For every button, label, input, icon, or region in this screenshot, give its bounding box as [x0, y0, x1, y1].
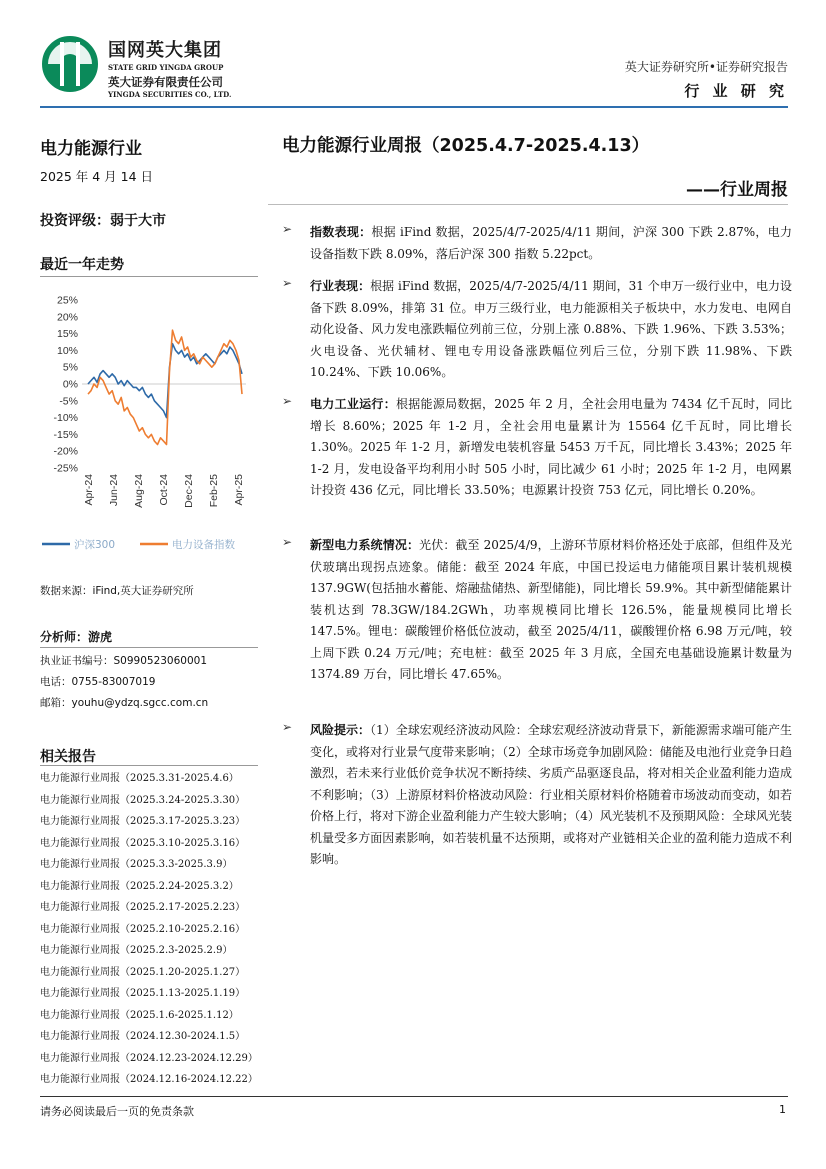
analyst-divider: [40, 647, 258, 648]
y-tick-label: 20%: [56, 311, 78, 324]
related-report-item[interactable]: 电力能源行业周报（2024.12.16-2024.12.22）: [40, 1074, 258, 1085]
report-date: 2025 年 4 月 14 日: [40, 169, 154, 184]
x-tick-label: Oct-24: [158, 474, 170, 506]
y-tick-label: -25%: [53, 462, 78, 475]
y-tick-label: 10%: [56, 344, 78, 357]
y-tick-label: 5%: [62, 361, 78, 374]
legend-label: 沪深300: [74, 539, 116, 551]
trend-chart: [40, 286, 262, 572]
arrow-bullet-icon: ➢: [282, 222, 293, 236]
x-tick-label: Feb-25: [208, 474, 220, 508]
related-report-item[interactable]: 电力能源行业周报（2025.3.10-2025.3.16）: [40, 837, 246, 849]
x-tick-label: Dec-24: [183, 474, 195, 508]
bullet-body: （1）全球宏观经济波动风险：全球宏观经济波动背景下，新能源需求端可能产生变化，或将对行业景气度带来影响；（2）全球市场竞争加剧风险：储能及电池行业竞争日趋激烈，若未来行业低价竞争状况不断持续、劣质产品驱逐良品，将对相关企业盈利能力造成不利影响；（3）上游原材料价格波动风险：行业相关原材料价格随着市场波动而变动，如若价格上行，将对下游企业盈利能力产生较大影响；（4）风光装机不及预期风险：全球风光装机量受多方面因素影响，如若装机量不达预期，或将对产业链相关企业的盈利能力造成不利影响。: [310, 723, 792, 866]
related-report-item[interactable]: 电力能源行业周报（2024.12.30-2024.1.5）: [40, 1031, 246, 1042]
bullet-body: 根据能源局数据，2025 年 2 月，全社会用电量为 7434 亿千瓦时，同比增长 8.60%；2025 年 1-2 月，全社会用电量累计为 15564 亿千瓦时，同比增长 1.30%。2025 年 1-2 月，新增发电装机容量 5453 万千瓦，同比增长 3.43%；2025 年 1-2 月，发电设备平均利用小时 505 小时，同比减少 61 小时；2025 年 1-2 月，电网累计投资 436 亿元，同比增长 33.50%；电源累计投资 753 亿元，同比增长 0.20%。: [310, 397, 792, 497]
y-tick-label: 0%: [62, 378, 78, 391]
bullet-risk: [282, 720, 792, 871]
page-number: 1: [779, 1103, 786, 1116]
institute-label: 英大证券研究所•证券研究报告: [624, 60, 788, 74]
related-report-item[interactable]: 电力能源行业周报（2024.12.23-2024.12.29）: [40, 1052, 258, 1064]
related-divider: [40, 765, 258, 766]
bullet-power: [282, 394, 792, 502]
related-report-item[interactable]: 电力能源行业周报（2025.2.3-2025.2.9）: [40, 945, 233, 956]
industry-name: 电力能源行业: [40, 139, 142, 159]
related-report-item[interactable]: 电力能源行业周报（2025.3.3-2025.3.9）: [40, 859, 233, 870]
report-type: 行 业 研 究: [684, 82, 788, 100]
bullet-head: 电力工业运行：: [310, 397, 396, 411]
bullet-body: 光伏：截至 2025/4/9，上游环节原材料价格还处于底部，但组件及光伏玻璃出现拐点迹象。储能：截至 2024 年底，中国已投运电力储能项目累计装机规模 137.9GW(包括抽水蓄能、熔融盐储热、新型储能)，同比增长 59.9%。其中新型储能累计装机达到 78.3GW/184.2GWh，功率规模同比增长 126.5%，能量规模同比增长 147.5%。锂电：碳酸锂价格低位波动，截至 2025/4/11，碳酸锂价格 6.98 万元/吨，较上周下跌 0.24 万元/吨；充电桩：截至 2025 年 3 月底，全国充电基础设施累计数量为 1374.89 万台，同比增长 47.65%。: [310, 538, 792, 681]
company-logo: [40, 34, 100, 94]
x-tick-label: Apr-25: [233, 474, 245, 506]
title-divider: [268, 204, 788, 205]
related-report-item[interactable]: 电力能源行业周报（2025.2.10-2025.2.16）: [40, 923, 246, 935]
legend-label: 电力设备指数: [172, 539, 235, 551]
footer-divider: [40, 1096, 788, 1097]
company-en: YINGDA SECURITIES CO., LTD.: [108, 90, 232, 99]
y-tick-label: -10%: [53, 412, 78, 425]
x-tick-label: Aug-24: [133, 474, 145, 508]
related-title: 相关报告: [40, 749, 96, 765]
y-tick-label: -20%: [53, 445, 78, 458]
email[interactable]: 邮箱：youhu@ydzq.sgcc.com.cn: [40, 697, 209, 709]
related-report-item[interactable]: 电力能源行业周报（2025.3.24-2025.3.30）: [40, 794, 246, 806]
bullet-head: 新型电力系统情况：: [310, 538, 420, 552]
phone: 电话：0755-83007019: [40, 676, 156, 688]
x-tick-label: Apr-24: [83, 474, 95, 506]
y-tick-label: 15%: [56, 328, 78, 341]
company-cn: 英大证券有限责任公司: [108, 75, 223, 89]
report-title: 电力能源行业周报（2025.4.7-2025.4.13）: [282, 136, 650, 156]
related-list: [40, 768, 258, 1091]
bullet-head: 风险提示：: [310, 723, 371, 737]
investment-rating: 投资评级：弱于大市: [40, 213, 166, 229]
related-report-item[interactable]: 电力能源行业周报（2025.3.17-2025.3.23）: [40, 816, 246, 827]
bullet-index: [282, 222, 792, 265]
related-report-item[interactable]: 电力能源行业周报（2025.2.24-2025.3.2）: [40, 880, 239, 892]
data-source: 数据来源：iFind,英大证券研究所: [40, 585, 194, 597]
arrow-bullet-icon: ➢: [282, 276, 293, 290]
bullet-body: 根据 iFind 数据，2025/4/7-2025/4/11 期间，沪深 300 下跌 2.87%，电力设备指数下跌 8.09%，落后沪深 300 指数 5.22pct。: [310, 225, 792, 261]
report-subtitle: ——行业周报: [686, 180, 788, 200]
y-tick-label: 25%: [56, 294, 78, 307]
arrow-bullet-icon: ➢: [282, 394, 293, 408]
series-line-1: [88, 330, 242, 444]
bullet-head: 行业表现：: [310, 279, 371, 293]
related-report-item[interactable]: 电力能源行业周报（2025.3.31-2025.4.6）: [40, 773, 239, 784]
y-tick-label: -5%: [59, 395, 78, 408]
bullet-head: 指数表现：: [310, 225, 372, 239]
related-report-item[interactable]: 电力能源行业周报（2025.1.20-2025.1.27）: [40, 966, 246, 978]
related-report-item[interactable]: 电力能源行业周报（2025.1.13-2025.1.19）: [40, 988, 246, 999]
logo-en: STATE GRID YINGDA GROUP: [108, 63, 224, 72]
bullet-industry: [282, 276, 792, 384]
related-report-item[interactable]: 电力能源行业周报（2025.1.6-2025.1.12）: [40, 1009, 239, 1021]
disclaimer-note: 请务必阅读最后一页的免责条款: [40, 1105, 194, 1118]
bullet-body: 根据 iFind 数据，2025/4/7-2025/4/11 期间，31 个申万一级行业中，电力设备下跌 8.09%，排第 31 位。申万三级行业，电力能源相关子板块中，水力发电、电网自动化设备、风力发电涨跌幅位列前三位，分别上涨 0.88%、下跌 1.96%、下跌 3.53%；火电设备、光伏辅材、锂电专用设备涨跌幅位列后三位，分别下跌 11.98%、下跌 10.24%、下跌 10.06%。: [310, 279, 792, 379]
x-tick-label: Jun-24: [108, 474, 120, 507]
trend-title: 最近一年走势: [40, 257, 124, 273]
logo-text: [108, 36, 231, 99]
logo-cn: 国网英大集团: [108, 40, 222, 61]
cert-number: 执业证书编号：S0990523060001: [40, 655, 208, 667]
analyst-name: 分析师：游虎: [40, 630, 113, 644]
header-divider: [40, 106, 788, 108]
arrow-bullet-icon: ➢: [282, 535, 293, 549]
trend-divider: [40, 276, 258, 277]
y-tick-label: -15%: [53, 428, 78, 441]
bullet-new-power: [282, 535, 792, 686]
arrow-bullet-icon: ➢: [282, 720, 293, 734]
related-report-item[interactable]: 电力能源行业周报（2025.2.17-2025.2.23）: [40, 902, 246, 913]
